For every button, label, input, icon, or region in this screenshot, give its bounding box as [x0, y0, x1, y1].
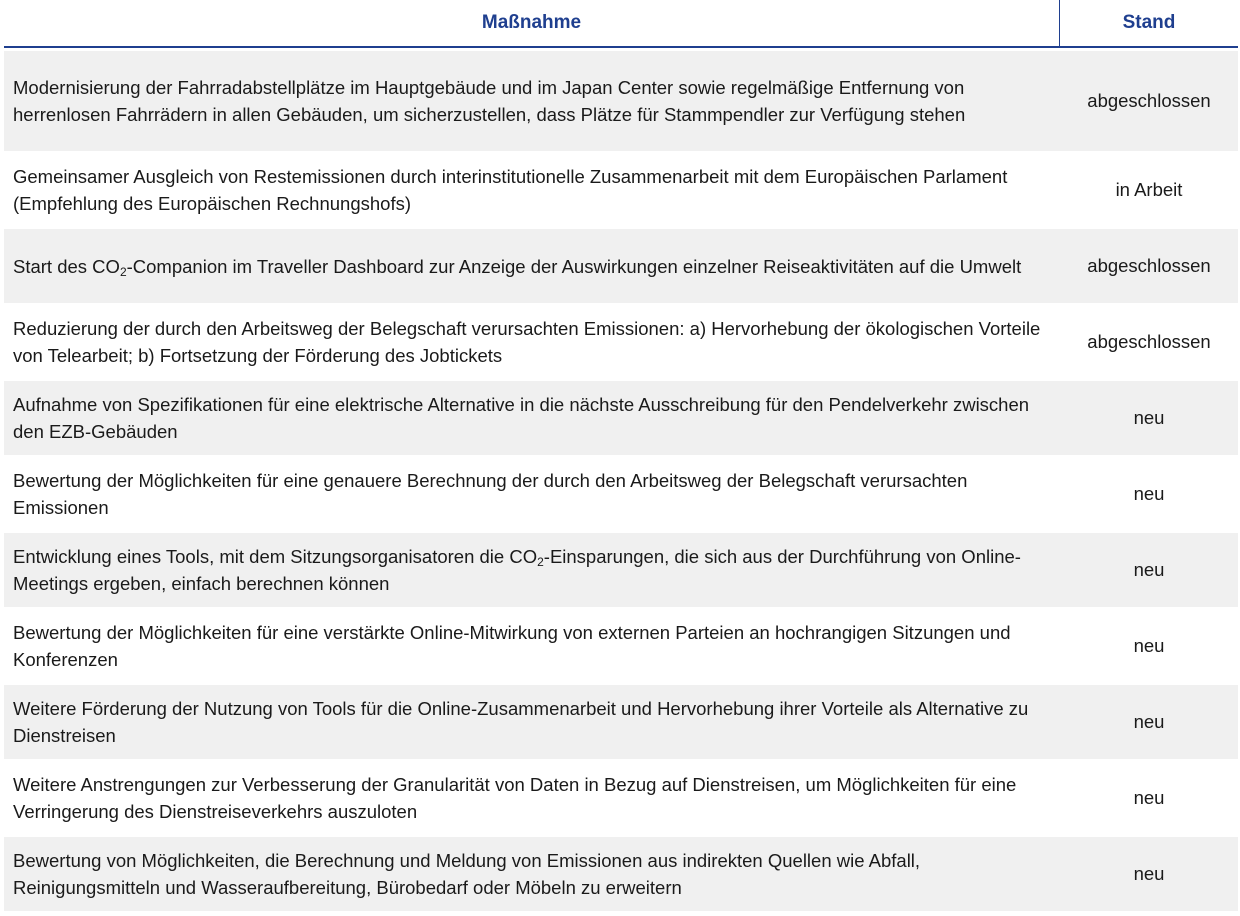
massnahme-text-part: -Einsparungen, die sich aus der Durchführung von Online-Meetings ergeben, einfach berechnen können	[13, 546, 1021, 594]
stand-cell	[1060, 51, 1238, 151]
measures-table	[4, 0, 1238, 913]
stand-cell	[1060, 153, 1238, 227]
stand-text: neu	[1133, 559, 1165, 580]
massnahme-cell	[4, 457, 1060, 531]
massnahme-text: Bewertung der Möglichkeiten für eine verstärkte Online-Mitwirkung von externen Parteien an hochrangigen Sitzungen und Konferenzen	[13, 622, 1011, 670]
massnahme-text-part: Start des CO	[13, 255, 120, 277]
massnahme-text: Weitere Förderung der Nutzung von Tools für die Online-Zusammenarbeit und Hervorhebung ihrer Vorteile als Alternative zu Dienstreisen	[13, 698, 1029, 746]
massnahme-text	[13, 543, 1050, 597]
stand-cell	[1060, 761, 1238, 835]
stand-text: abgeschlossen	[1087, 331, 1211, 352]
stand-cell	[1060, 229, 1238, 303]
stand-cell	[1060, 457, 1238, 531]
massnahme-cell	[4, 533, 1060, 607]
massnahme-cell	[4, 609, 1060, 683]
stand-text: neu	[1133, 711, 1165, 732]
stand-text: in Arbeit	[1115, 179, 1183, 200]
stand-text: neu	[1133, 483, 1165, 504]
stand-text: abgeschlossen	[1087, 255, 1211, 276]
massnahme-text: Aufnahme von Spezifikationen für eine elektrische Alternative in die nächste Ausschreibung für den Pendelverkehr zwischen den EZB-Gebäuden	[13, 394, 1030, 442]
table-row	[4, 51, 1238, 153]
table-row	[4, 685, 1238, 761]
massnahme-cell	[4, 51, 1060, 151]
stand-cell	[1060, 533, 1238, 607]
subscript: 2	[119, 264, 127, 279]
massnahme-text: Gemeinsamer Ausgleich von Restemissionen durch interinstitutionelle Zusammenarbeit mit dem Europäischen Parlament (Empfehlung des Europäischen Rechnungshofs)	[13, 166, 1008, 214]
massnahme-text	[13, 253, 1021, 280]
stand-text: abgeschlossen	[1087, 90, 1211, 111]
massnahme-text-part: -Companion im Traveller Dashboard zur Anzeige der Auswirkungen einzelner Reiseaktivitäten auf die Umwelt	[126, 255, 1022, 277]
table-row	[4, 533, 1238, 609]
stand-text: neu	[1133, 787, 1165, 808]
table-row	[4, 305, 1238, 381]
massnahme-text-part: Entwicklung eines Tools, mit dem Sitzungsorganisatoren die CO	[13, 546, 538, 567]
table-row	[4, 609, 1238, 685]
subscript: 2	[537, 555, 544, 569]
massnahme-cell	[4, 305, 1060, 379]
stand-cell	[1060, 305, 1238, 379]
table-row	[4, 457, 1238, 533]
table-header	[4, 0, 1238, 48]
header-cell-stand	[1060, 0, 1238, 46]
massnahme-text: Bewertung von Möglichkeiten, die Berechnung und Meldung von Emissionen aus indirekten Quellen wie Abfall, Reinigungsmitteln und Wasseraufbereitung, Bürobedarf oder Möbeln zu erweitern	[13, 850, 921, 898]
table-row	[4, 153, 1238, 229]
stand-cell	[1060, 685, 1238, 759]
header-stand-label: Stand	[1122, 12, 1176, 33]
massnahme-text: Weitere Anstrengungen zur Verbesserung der Granularität von Daten in Bezug auf Dienstreisen, um Möglichkeiten für eine Verringerung des Dienstreiseverkehrs auszuloten	[13, 774, 1017, 822]
table-row	[4, 381, 1238, 457]
stand-text: neu	[1133, 635, 1165, 656]
header-massnahme-label: Maßnahme	[481, 12, 582, 33]
massnahme-cell	[4, 685, 1060, 759]
massnahme-text: Bewertung der Möglichkeiten für eine genauere Berechnung der durch den Arbeitsweg der Belegschaft verursachten Emissionen	[13, 470, 968, 518]
massnahme-cell	[4, 837, 1060, 911]
table-row	[4, 837, 1238, 913]
table-body	[4, 51, 1238, 913]
stand-text: neu	[1133, 863, 1165, 884]
table-row	[4, 229, 1238, 305]
stand-cell	[1060, 609, 1238, 683]
stand-cell	[1060, 381, 1238, 455]
massnahme-cell	[4, 153, 1060, 227]
massnahme-cell	[4, 761, 1060, 835]
header-cell-massnahme	[4, 0, 1060, 46]
massnahme-text: Modernisierung der Fahrradabstellplätze im Hauptgebäude und im Japan Center sowie regelmäßige Entfernung von herrenlosen Fahrrädern in allen Gebäuden, um sicherzustellen, dass Plätze für Stammpendler zur Verfügung stehen	[13, 77, 966, 125]
table-row	[4, 761, 1238, 837]
stand-text: neu	[1133, 407, 1165, 428]
massnahme-text: Reduzierung der durch den Arbeitsweg der Belegschaft verursachten Emissionen: a) Hervorhebung der ökologischen Vorteile von Telearbeit; b) Fortsetzung der Förderung des Jobtickets	[13, 318, 1041, 366]
stand-cell	[1060, 837, 1238, 911]
massnahme-cell	[4, 229, 1060, 303]
massnahme-cell	[4, 381, 1060, 455]
